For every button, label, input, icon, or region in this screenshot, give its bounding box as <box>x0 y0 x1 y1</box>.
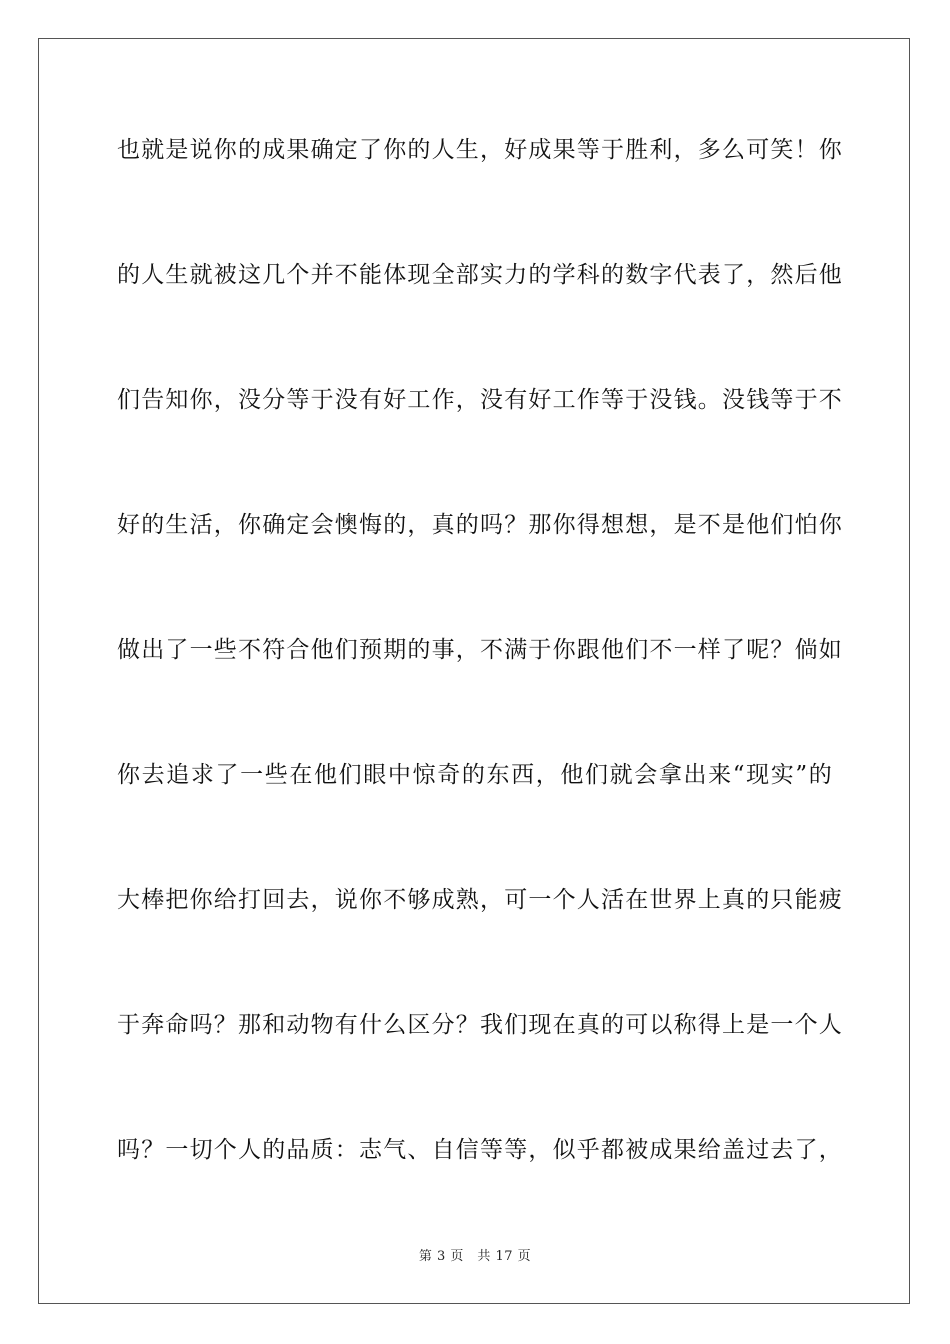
page-number-footer: 第 3 页 共 17 页 <box>418 1249 532 1264</box>
paragraph-line: 于奔命吗？那和动物有什么区分？我们现在真的可以称得上是一个人 <box>117 1012 843 1038</box>
paragraph-line: 吗？一切个人的品质：志气、自信等等，似乎都被成果给盖过去了， <box>117 1137 843 1163</box>
paragraph-line: 也就是说你的成果确定了你的人生，好成果等于胜利，多么可笑！你 <box>117 137 843 163</box>
paragraph-line: 们告知你，没分等于没有好工作，没有好工作等于没钱。没钱等于不 <box>117 387 843 413</box>
paragraph-line: 的人生就被这几个并不能体现全部实力的学科的数字代表了，然后他 <box>117 262 843 288</box>
paragraph-line: 好的生活，你确定会懊悔的，真的吗？那你得想想，是不是他们怕你 <box>117 512 843 538</box>
paragraph-line: 你去追求了一些在他们眼中惊奇的东西，他们就会拿出来“现实”的 <box>117 762 833 788</box>
paragraph-line: 做出了一些不符合他们预期的事，不满于你跟他们不一样了呢？倘如 <box>117 637 843 663</box>
document-body <box>117 128 843 1253</box>
paragraph-line: 大棒把你给打回去，说你不够成熟，可一个人活在世界上真的只能疲 <box>117 887 843 913</box>
